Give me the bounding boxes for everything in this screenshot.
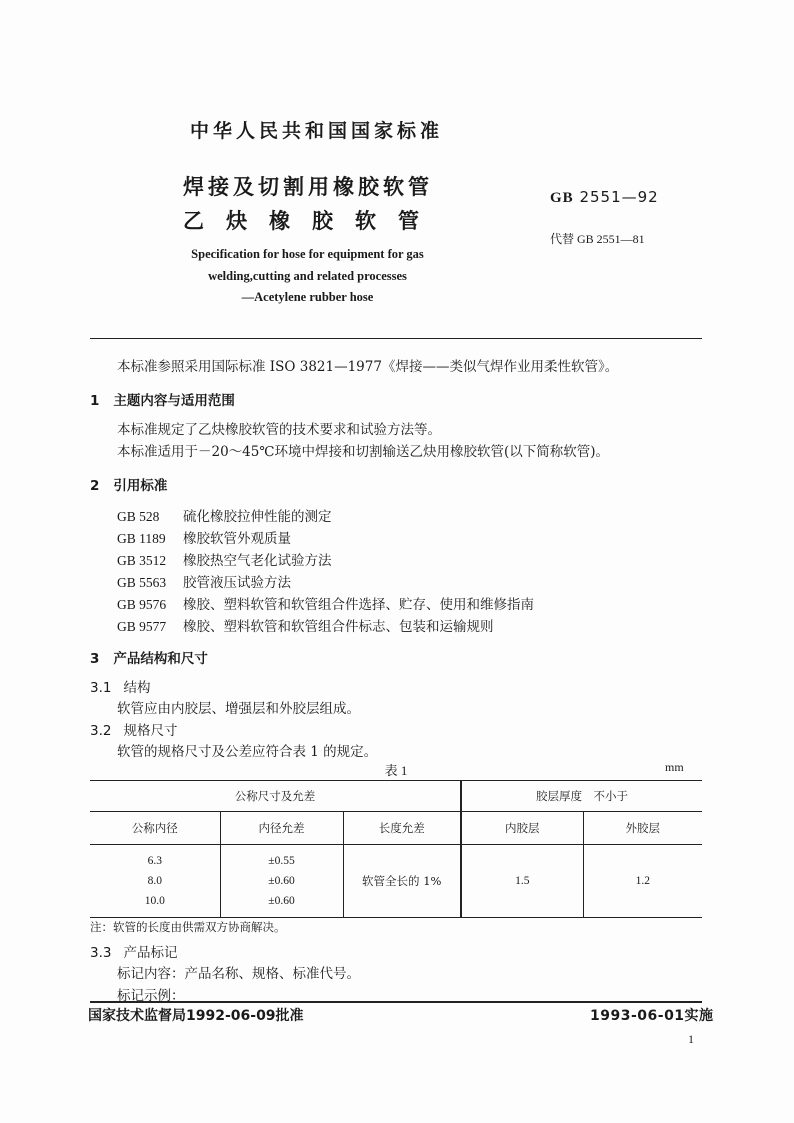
diameter-tolerance-cell (220, 845, 343, 918)
section-3-2-text: 软管的规格尺寸及公差应符合表 1 的规定。 (117, 744, 378, 760)
inner-layer-cell: 1.5 (461, 845, 583, 918)
page-number: 1 (688, 1032, 694, 1046)
title-en-line2: welding,cutting and related processes (208, 269, 407, 283)
reference-code: GB 5563 (117, 575, 167, 590)
section-3-3-text-2: 标记示例： (117, 988, 185, 1004)
reference-title: 橡胶软管外观质量 (183, 531, 291, 547)
nominal-diameter-value: 8.0 (147, 875, 162, 887)
table-note: 注：软管的长度由供需双方协商解决。 (90, 920, 286, 934)
section-3-2-title: 规格尺寸 (123, 723, 178, 739)
section-3-3-number: 3.3 (90, 945, 112, 961)
section-3-title: 产品结构和尺寸 (113, 651, 208, 667)
section-3-3-text-1: 标记内容：产品名称、规格、标准代号。 (117, 966, 360, 982)
reference-title: 橡胶、塑料软管和软管组合件选择、贮存、使用和维修指南 (183, 597, 534, 613)
intro-text: 本标准参照采用国际标准 ISO 3821—1977《焊接——类似气焊作业用柔性软管》。 (117, 359, 619, 375)
title-cn-line2: 乙炔橡胶软管 (183, 209, 441, 233)
spec-table (90, 780, 702, 918)
reference-code: GB 9577 (117, 619, 167, 634)
section-1-number: 1 (90, 393, 100, 409)
group-header-thickness: 胶层厚度 不小于 (461, 781, 702, 812)
column-header: 长度允差 (343, 812, 461, 845)
section-2-heading (90, 474, 167, 494)
reference-item (117, 615, 494, 635)
section-1-paragraph-2: 本标准适用于－20～45℃环境中焊接和切割输送乙炔用橡胶软管(以下简称软管)。 (117, 444, 609, 460)
replaces-note: 代替 GB 2551—81 (550, 232, 645, 246)
section-3-number: 3 (90, 651, 100, 667)
length-tolerance-cell: 软管全长的 1% (343, 845, 461, 918)
section-3-1-text: 软管应由内胶层、增强层和外胶层组成。 (117, 701, 360, 717)
diameter-tolerance-value: ±0.60 (268, 895, 295, 907)
section-1-heading (90, 389, 235, 409)
section-3-2-number: 3.2 (90, 723, 112, 739)
table-row (90, 845, 702, 918)
reference-title: 橡胶、塑料软管和软管组合件标志、包装和运输规则 (183, 619, 494, 635)
reference-title: 橡胶热空气老化试验方法 (183, 553, 332, 569)
top-divider (90, 338, 702, 339)
title-en-line1: Specification for hose for equipment for gas (191, 247, 424, 261)
table-group-header-row (90, 781, 702, 812)
title-en-line3: —Acetylene rubber hose (241, 290, 374, 304)
diameter-tolerance-value: ±0.60 (268, 875, 295, 887)
reference-title: 硫化橡胶拉伸性能的测定 (183, 509, 332, 525)
section-3-3-heading (90, 941, 177, 961)
reference-code: GB 3512 (117, 553, 167, 568)
diameter-tolerance-value: ±0.55 (268, 855, 295, 867)
reference-title: 胶管液压试验方法 (183, 575, 291, 591)
reference-item (117, 593, 534, 613)
bottom-divider (90, 1001, 702, 1003)
implementation-date: 1993-06-01实施 (590, 1008, 714, 1024)
section-3-1-number: 3.1 (90, 680, 112, 696)
standard-code-number: 2551—92 (579, 188, 659, 206)
nominal-diameter-value: 10.0 (144, 895, 165, 907)
approval-line: 国家技术监督局1992-06-09批准 (88, 1008, 304, 1024)
section-1-paragraph-1: 本标准规定了乙炔橡胶软管的技术要求和试验方法等。 (117, 422, 441, 438)
section-2-number: 2 (90, 478, 100, 494)
table-unit: mm (665, 760, 684, 774)
title-cn-line1: 焊接及切割用橡胶软管 (183, 175, 433, 199)
nominal-diameter-cell (90, 845, 220, 918)
group-header-nominal: 公称尺寸及允差 (90, 781, 461, 812)
column-header: 公称内径 (90, 812, 220, 845)
standard-code-prefix: GB (550, 190, 574, 206)
reference-code: GB 9576 (117, 597, 167, 612)
section-3-2-heading (90, 719, 177, 739)
reference-code: GB 1189 (117, 531, 166, 546)
section-1-title: 主题内容与适用范围 (113, 393, 235, 409)
nominal-diameter-value: 6.3 (147, 855, 162, 867)
outer-layer-cell: 1.2 (583, 845, 702, 918)
table-caption: 表 1 (384, 763, 408, 778)
standard-code (550, 188, 659, 207)
column-header: 内径允差 (220, 812, 343, 845)
reference-item (117, 527, 291, 547)
section-2-title: 引用标准 (113, 478, 168, 494)
section-3-3-title: 产品标记 (123, 945, 178, 961)
column-header: 外胶层 (583, 812, 702, 845)
table-column-header-row (90, 812, 702, 845)
reference-item (117, 505, 332, 525)
national-standard-title: 中华人民共和国国家标准 (190, 120, 444, 142)
section-3-1-heading (90, 676, 150, 696)
reference-item (117, 549, 332, 569)
section-3-1-title: 结构 (123, 680, 151, 696)
reference-code: GB 528 (117, 509, 160, 524)
section-3-heading (90, 647, 208, 667)
reference-item (117, 571, 291, 591)
column-header: 内胶层 (461, 812, 583, 845)
